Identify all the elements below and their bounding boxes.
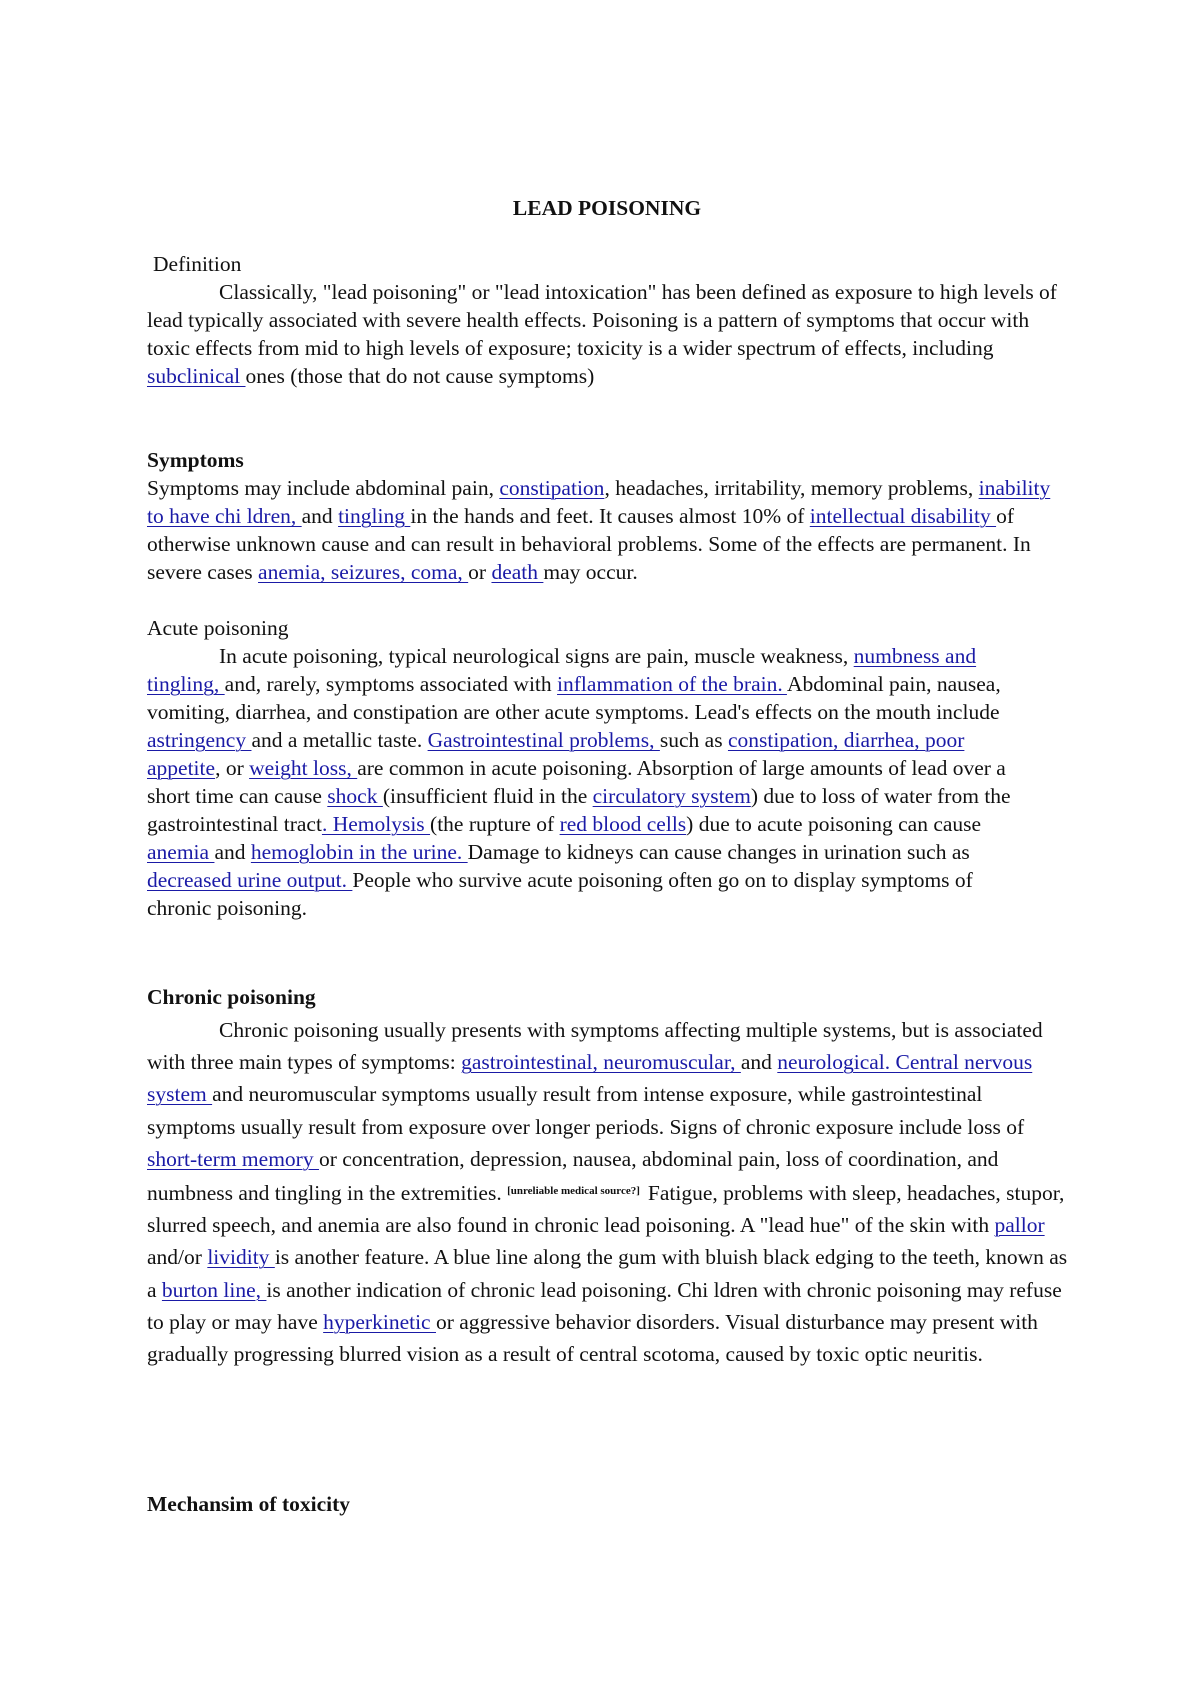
link-hyperkinetic[interactable]: hyperkinetic [323,1309,436,1334]
link-central-nervous-system[interactable]: Central nervous system [147,1050,1033,1107]
link-tingling[interactable]: tingling [338,504,411,528]
link-gastrointestinal-problems[interactable]: Gastrointestinal problems, [427,728,660,752]
link-intellectual-disability[interactable]: intellectual disability [809,504,997,528]
link-anemia-seizures-coma[interactable]: anemia, seizures, coma, [258,560,469,584]
symptoms-section [147,446,1067,586]
link-burton-line[interactable]: burton line, [161,1277,267,1302]
mechanism-heading: Mechansim of toxicity [147,1492,351,1516]
chronic-section [147,983,1072,1370]
acute-paragraph: In acute poisoning, typical neurological signs are pain, muscle weakness, numbness and tingling, and, rarely, symptoms associated with inflammation of the brain. Abdominal pain, nausea, vomiting, diarrhea, and constipation are other acute symptoms. Lead's effects on the mouth include astringency and a metallic taste. Gastrointestinal problems, such as constipation, diarrhea, poor appetite, or weight loss, are common in acute poisoning. Absorption of large amounts of lead over a short time can cause shock (insufficient fluid in the circulatory system) due to loss of water from the gastrointestinal tract. Hemolysis (the rupture of red blood cells) due to acute poisoning can cause anemia and hemoglobin in the urine. Damage to kidneys can cause changes in urination such as decreased urine output. People who survive acute poisoning often go on to display symptoms of chronic poisoning. [147,644,1011,920]
acute-section [147,614,1042,922]
link-lividity[interactable]: lividity [207,1245,275,1270]
link-short-term-memory[interactable]: short-term memory [147,1146,319,1171]
link-inability-to-have-children[interactable]: inability to have chi ldren, [147,476,1051,528]
citation-note: [unreliable medical source?] [507,1185,640,1198]
link-subclinical[interactable]: subclinical [147,364,246,388]
link-gastrointestinal-neuromuscular[interactable]: gastrointestinal, neuromuscular, [461,1050,741,1075]
acute-heading: Acute poisoning [147,616,289,640]
definition-heading: Definition [153,252,242,276]
link-shock[interactable]: shock [327,784,383,808]
link-numbness-and-tingling[interactable]: numbness and tingling, [147,644,977,696]
link-hemolysis[interactable]: . Hemolysis [321,812,431,836]
link-death[interactable]: death [491,560,544,584]
link-pallor[interactable]: pallor [994,1213,1045,1238]
link-constipation[interactable]: constipation [499,476,605,500]
link-constipation-diarrhea-poor-appetite[interactable]: constipation, diarrhea, poor appetite [147,728,965,780]
link-inflammation-of-the-brain[interactable]: inflammation of the brain. [557,672,787,696]
definition-section [147,250,1067,390]
definition-paragraph: Classically, "lead poisoning" or "lead intoxication" has been defined as exposure to high levels of lead typically associated with severe health effects. Poisoning is a pattern of symptoms that occur with toxic effects from mid to high levels of exposure; toxicity is a wider spectrum of effects, including subclinical ones (those that do not cause symptoms) [147,280,1057,388]
chronic-paragraph: Chronic poisoning usually presents with symptoms affecting multiple systems, but is associated with three main types of symptoms: gastrointestinal, neuromuscular, and neurological. Central nervous system and neuromuscular symptoms usually result from intense exposure, while gastrointestinal symptoms usually result from exposure over longer periods. Signs of chronic exposure include loss of short-term memory or concentration, depression, nausea, abdominal pain, loss of coordination, and numbness and tingling in the extremities. [unreliable medical source?] Fatigue, problems with sleep, headaches, stupor, slurred speech, and anemia are also found in chronic lead poisoning. A "lead hue" of the skin with pallor and/or lividity is another feature. A blue line along the gum with bluish black edging to the teeth, known as a burton line, is another indication of chronic lead poisoning. Chi ldren with chronic poisoning may refuse to play or may have hyperkinetic or aggressive behavior disorders. Visual disturbance may present with gradually progressing blurred vision as a result of central scotoma, caused by toxic optic neuritis. [147,1018,1068,1367]
link-red-blood-cells[interactable]: red blood cells [559,812,687,836]
link-anemia[interactable]: anemia [147,840,215,864]
symptoms-paragraph: Symptoms may include abdominal pain, constipation, headaches, irritability, memory problems, inability to have chi ldren, and tingling in the hands and feet. It causes almost 10% of intellectual disability of otherwise unknown cause and can result in behavioral problems. Some of the effects are permanent. In severe cases anemia, seizures, coma, or death may occur. [147,476,1051,584]
link-hemoglobin-in-the-urine[interactable]: hemoglobin in the urine. [250,840,468,864]
chronic-heading: Chronic poisoning [147,985,316,1009]
link-decreased-urine-output[interactable]: decreased urine output. [147,868,353,892]
symptoms-heading: Symptoms [147,448,244,472]
link-astringency[interactable]: astringency [147,728,252,752]
link-neurological[interactable]: neurological. [777,1050,896,1075]
page-title: LEAD POISONING [512,196,702,220]
link-circulatory-system[interactable]: circulatory system [592,784,751,808]
link-weight-loss[interactable]: weight loss, [249,756,358,780]
